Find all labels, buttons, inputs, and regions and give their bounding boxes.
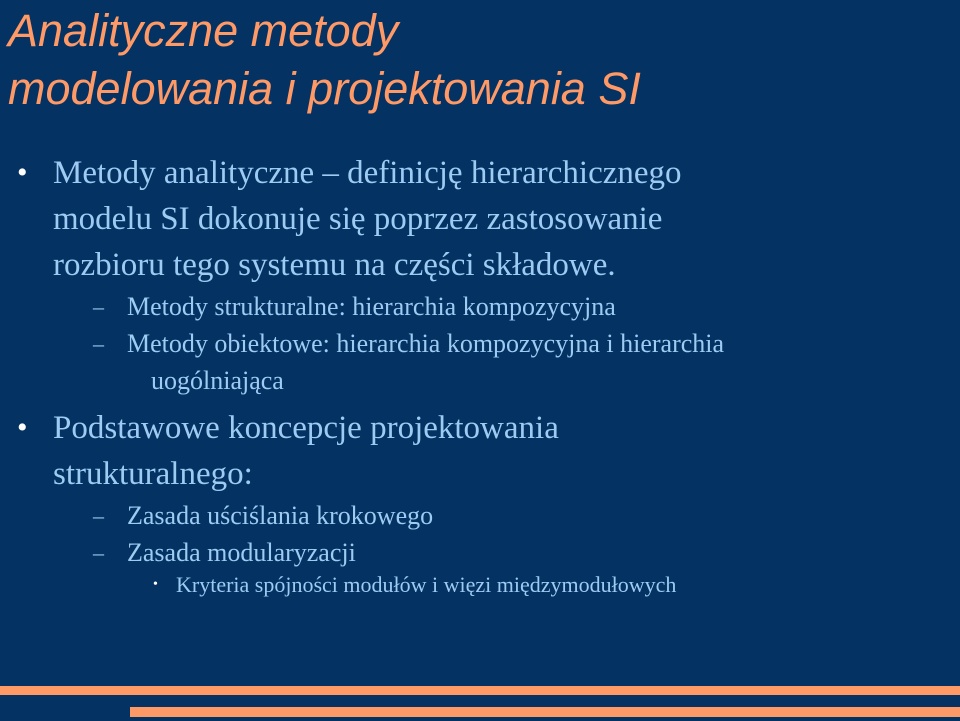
bullet-structural-design-concepts [0, 405, 813, 497]
dash-marker: – [93, 503, 104, 528]
bullet-analytical-methods [0, 150, 813, 288]
slide-title-line-2: modelowania i projektowania SI [8, 63, 641, 114]
dash-marker: – [93, 540, 104, 565]
subbullet-text-line-1: Metody obiektowe: hierarchia kompozycyjna i hierarchia [127, 329, 725, 358]
decorative-bar-top [0, 686, 960, 695]
slide-title-line-1: Analityczne metody [8, 5, 399, 56]
bullet-text-line-2: modelu SI dokonuje się poprzez zastosowanie [53, 201, 663, 237]
bullet-text-line-1: Podstawowe koncepcje projektowania [53, 410, 559, 446]
dash-marker: – [93, 331, 104, 356]
subbullet-structural-methods [0, 288, 907, 325]
decorative-bar-bottom [130, 707, 960, 717]
dash-marker: – [93, 294, 104, 319]
subbullet-text: Metody strukturalne: hierarchia kompozycyjna [127, 292, 616, 321]
subsubbullet-module-criteria [0, 571, 960, 599]
subbullet-modularization [0, 534, 907, 571]
subsubbullet-text: Kryteria spójności modułów i więzi międzymodułowych [176, 572, 677, 597]
slide-content [0, 150, 960, 599]
subbullet-stepwise-refinement [0, 497, 907, 534]
subbullet-text: Zasada modularyzacji [127, 538, 356, 567]
subbullet-text-line-2: uogólniająca [151, 366, 284, 395]
bullet-text-line-3: rozbioru tego systemu na części składowe. [53, 247, 616, 283]
small-bullet-marker: • [153, 577, 158, 592]
bullet-marker: • [17, 411, 28, 444]
subbullet-object-methods [0, 325, 907, 399]
bullet-marker: • [17, 156, 28, 189]
subbullet-text: Zasada uściślania krokowego [127, 501, 434, 530]
bullet-text-line-1: Metody analityczne – definicję hierarchicznego [53, 155, 682, 191]
bullet-text-line-2: strukturalnego: [53, 456, 253, 492]
slide-title [8, 2, 948, 118]
